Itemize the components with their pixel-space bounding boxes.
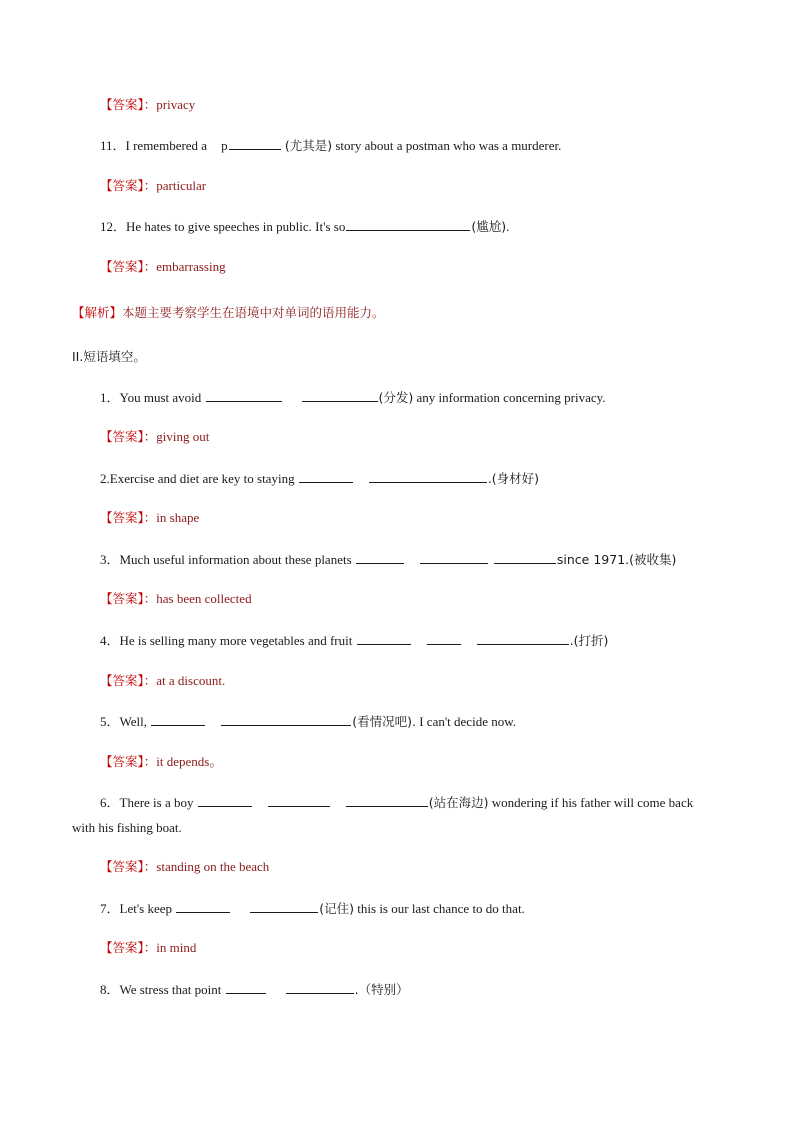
fill-blank[interactable] — [229, 136, 281, 150]
fill-blank[interactable] — [356, 550, 404, 564]
answer-text: in shape — [156, 510, 200, 525]
answer-tag: 【答案】 — [100, 940, 144, 955]
fill-blank[interactable] — [346, 793, 428, 807]
answer-10: 【答案】：privacy — [100, 97, 196, 112]
answer-11: 【答案】：particular — [100, 178, 207, 193]
phrase-answer-1: 【答案】：giving out — [100, 429, 210, 444]
phrase-question-5: 5．Well, (看情况吧). I can't decide now. — [100, 714, 517, 729]
phrase-answer-5: 【答案】：it depends。 — [100, 754, 223, 769]
phrase-answer-7: 【答案】：in mind — [100, 940, 197, 955]
phrase-question-1: 1．You must avoid (分发) any information concerning privacy. — [100, 390, 606, 405]
answer-text: standing on the beach — [156, 859, 270, 874]
phrase-answer-4: 【答案】：at a discount. — [100, 673, 226, 688]
phrase-question-6-cont: with his fishing boat. — [72, 820, 182, 835]
phrase-answer-6: 【答案】：standing on the beach — [100, 859, 270, 874]
answer-tag: 【答案】 — [100, 178, 144, 193]
answer-tag: 【答案】 — [100, 259, 144, 274]
fill-blank[interactable] — [226, 980, 266, 994]
fill-blank[interactable] — [250, 899, 318, 913]
fill-blank[interactable] — [286, 980, 354, 994]
fill-blank[interactable] — [221, 712, 351, 726]
answer-tag: 【答案】 — [100, 97, 144, 112]
fill-blank[interactable] — [346, 217, 470, 231]
phrase-question-7: 7．Let's keep (记住) this is our last chance to do that. — [100, 901, 525, 916]
analysis — [72, 304, 385, 322]
analysis-text: 本题主要考察学生在语境中对单词的语用能力。 — [122, 305, 385, 320]
question-12: 12．He hates to give speeches in public. It's so (尴尬). — [100, 219, 510, 234]
answer-text: has been collected — [156, 591, 252, 606]
fill-blank[interactable] — [427, 631, 461, 645]
fill-blank[interactable] — [176, 899, 230, 913]
phrase-answer-2: 【答案】：in shape — [100, 510, 200, 525]
phrase-question-8: 8．We stress that point .（特别） — [100, 982, 409, 997]
answer-text: particular — [156, 178, 207, 193]
fill-blank[interactable] — [420, 550, 488, 564]
analysis-tag: 【解析】 — [72, 305, 123, 320]
answer-12: 【答案】：embarrassing — [100, 259, 226, 274]
phrase-answer-3: 【答案】：has been collected — [100, 591, 252, 606]
phrase-question-3: 3．Much useful information about these planets since 1971.(被收集) — [100, 552, 677, 567]
answer-tag: 【答案】 — [100, 859, 144, 874]
phrase-question-6: 6．There is a boy (站在海边) wondering if his father will come back — [100, 795, 694, 810]
fill-blank[interactable] — [198, 793, 252, 807]
answer-tag: 【答案】 — [100, 429, 144, 444]
fill-blank[interactable] — [268, 793, 330, 807]
fill-blank[interactable] — [299, 469, 353, 483]
section-title: II.短语填空。 — [72, 349, 146, 364]
fill-blank[interactable] — [494, 550, 556, 564]
answer-text: in mind — [156, 940, 197, 955]
fill-blank[interactable] — [477, 631, 569, 645]
answer-text: giving out — [156, 429, 210, 444]
answer-tag: 【答案】 — [100, 673, 144, 688]
answer-text: privacy — [156, 97, 196, 112]
answer-text: at a discount. — [156, 673, 226, 688]
phrase-question-2: 2.Exercise and diet are key to staying .(身材好) — [100, 471, 540, 486]
fill-blank[interactable] — [369, 469, 487, 483]
fill-blank[interactable] — [151, 712, 205, 726]
answer-text: embarrassing — [156, 259, 226, 274]
answer-tag: 【答案】 — [100, 510, 144, 525]
answer-tag: 【答案】 — [100, 754, 144, 769]
answer-text: it depends。 — [156, 754, 223, 769]
fill-blank[interactable] — [206, 388, 282, 402]
question-11: 11．I remembered a p (尤其是) story about a postman who was a murderer. — [100, 138, 562, 153]
fill-blank[interactable] — [357, 631, 411, 645]
answer-tag: 【答案】 — [100, 591, 144, 606]
fill-blank[interactable] — [302, 388, 378, 402]
phrase-question-4: 4．He is selling many more vegetables and fruit .(打折) — [100, 633, 609, 648]
